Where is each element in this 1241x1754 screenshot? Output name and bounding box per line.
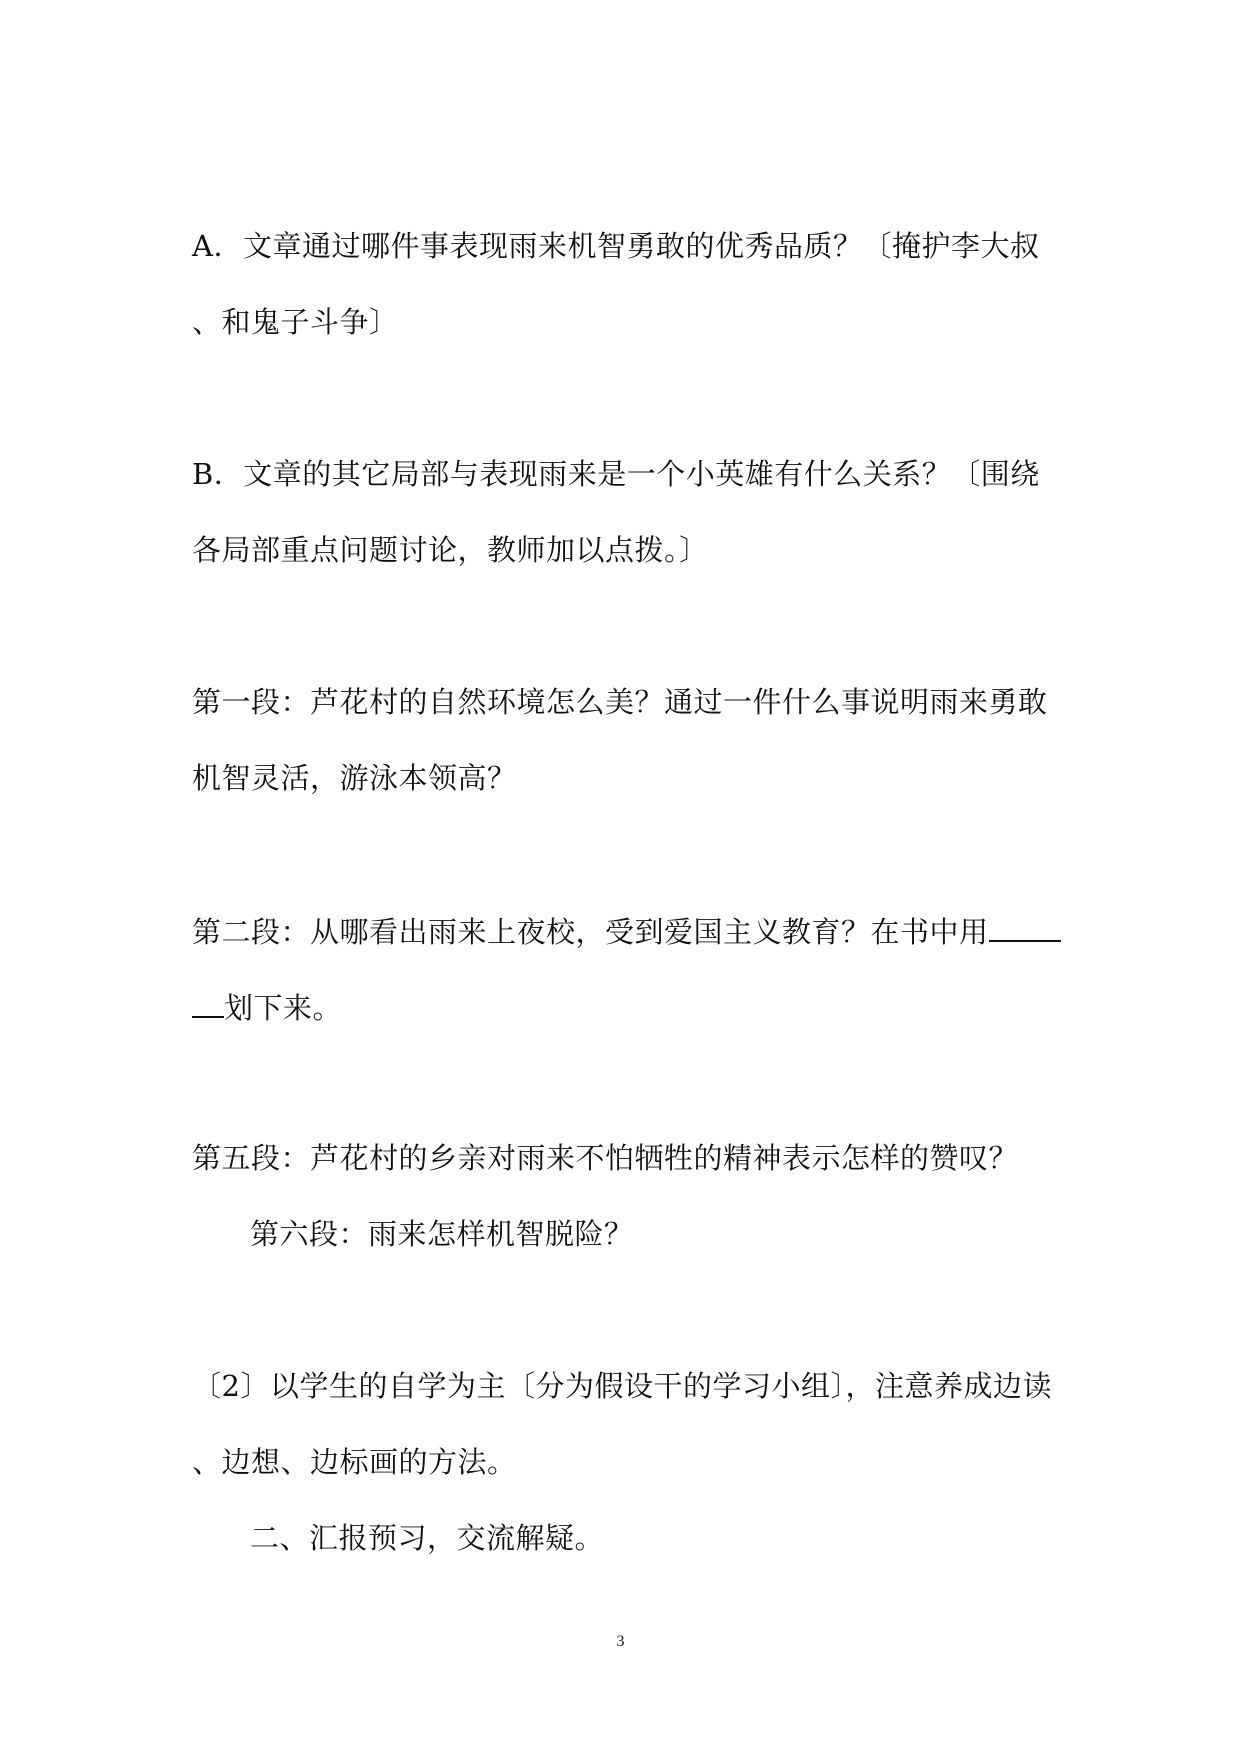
- question-b-line-1: B．文章的其它局部与表现雨来是一个小英雄有什么关系？〔围绕: [192, 457, 1040, 491]
- question-a-line-1: A．文章通过哪件事表现雨来机智勇敢的优秀品质？〔掩护李大叔: [192, 229, 1040, 263]
- question-a-line-2: 、和鬼子斗争〕: [192, 305, 399, 339]
- segment-6: 第六段：雨来怎样机智脱险？: [250, 1217, 634, 1251]
- item-2-line-1: 〔2〕以学生的自学为主〔分为假设干的学习小组〕，注意养成边读: [192, 1369, 1052, 1403]
- segment-2-line-1: [192, 910, 1061, 952]
- segment-2-line-2: [192, 986, 342, 1028]
- section-2-heading: 二、汇报预习，交流解疑。: [250, 1521, 605, 1555]
- page-number: 3: [616, 1633, 625, 1650]
- segment-5: 第五段：芦花村的乡亲对雨来不怕牺牲的精神表示怎样的赞叹？: [192, 1141, 1019, 1175]
- segment-1-line-2: 机智灵活，游泳本领高？: [192, 761, 517, 795]
- segment-1-line-1: 第一段：芦花村的自然环境怎么美？通过一件什么事说明雨来勇敢: [192, 685, 1048, 719]
- fill-in-blank-underline-continued: [192, 986, 224, 1018]
- fill-in-blank-underline: [989, 910, 1061, 942]
- question-b-line-2: 各局部重点问题讨论，教师加以点拨。〕: [192, 533, 709, 567]
- segment-2-line-1-text: 第二段：从哪看出雨来上夜校，受到爱国主义教育？在书中用: [192, 915, 989, 949]
- item-2-line-2: 、边想、边标画的方法。: [192, 1445, 517, 1479]
- segment-2-line-2-text: 划下来。: [224, 991, 343, 1025]
